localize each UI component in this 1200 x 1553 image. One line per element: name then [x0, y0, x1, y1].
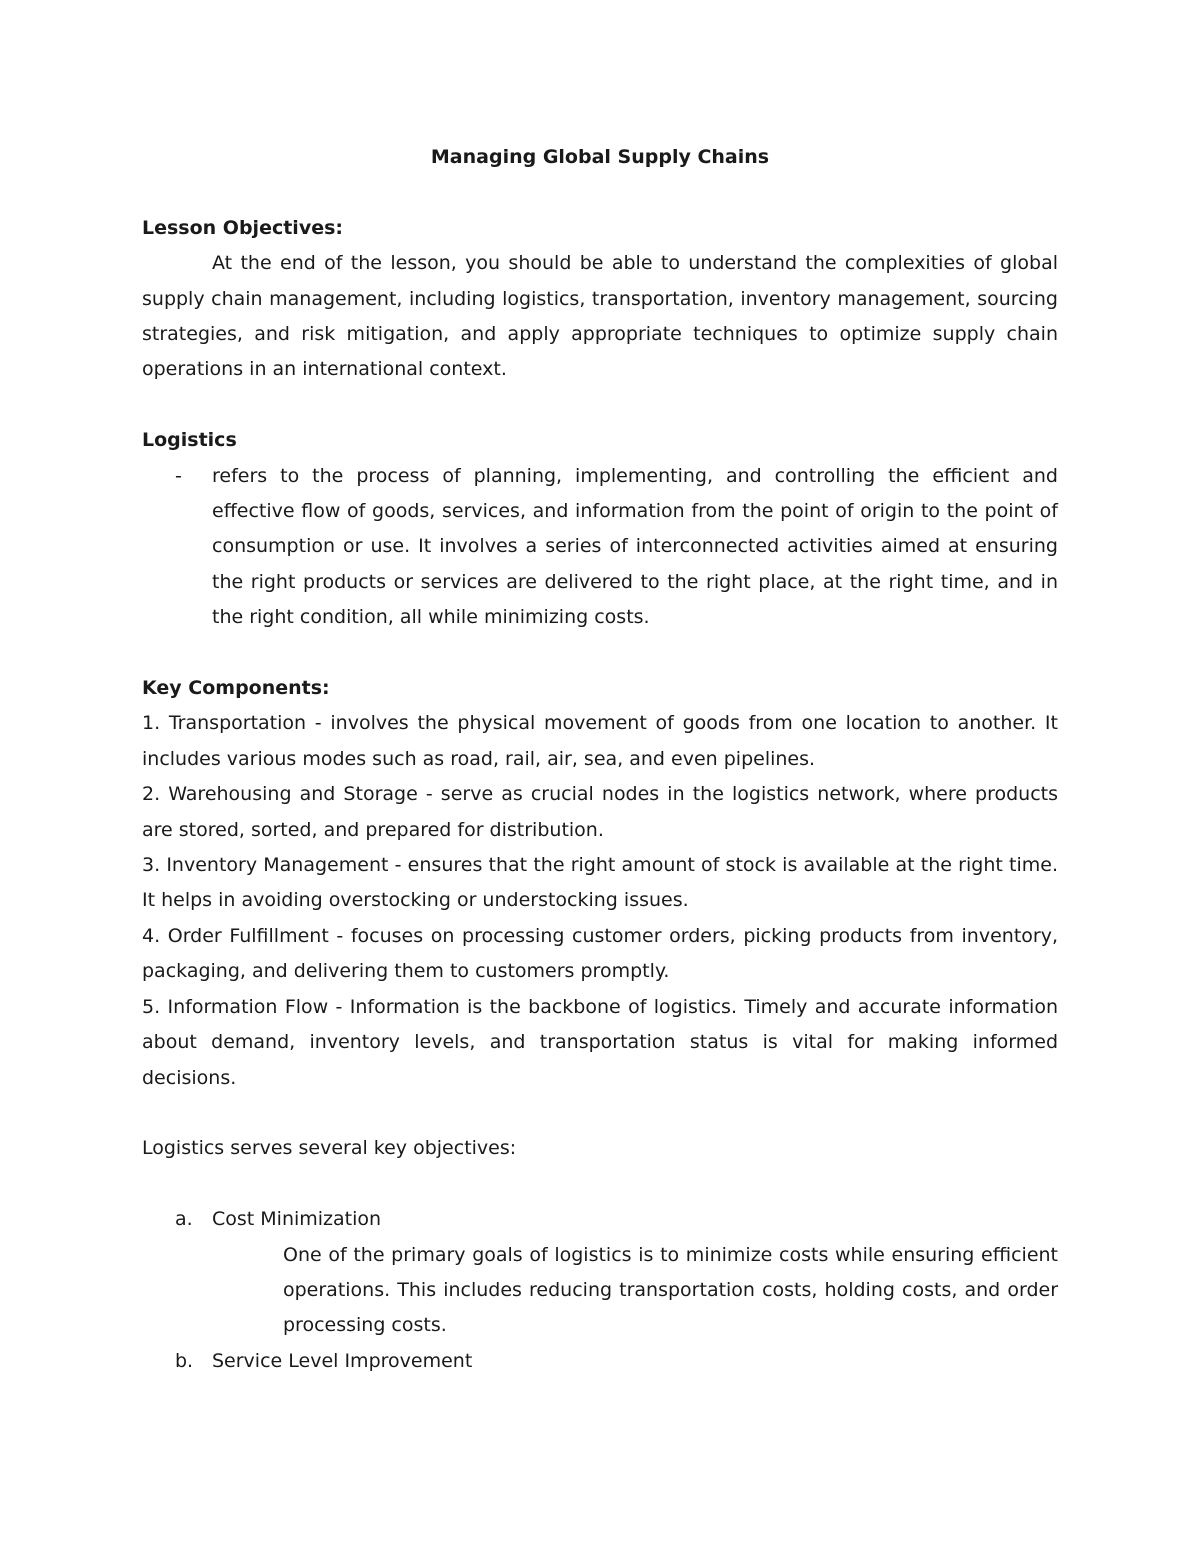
objectives-intro: Logistics serves several key objectives: [142, 1137, 517, 1160]
component-item: 1. Transportation - involves the physical movement of goods from one location to another. It includes various modes such as road, rail, air, sea, and even pipelines. [142, 712, 1058, 770]
spacer [142, 1167, 1058, 1202]
component-item: 4. Order Fulfillment - focuses on processing customer orders, picking products from inventory, packaging, and delivering them to customers promptly. [142, 924, 1058, 983]
spacer [142, 636, 1058, 671]
component-item: 3. Inventory Management - ensures that the right amount of stock is available at the right time. It helps in avoiding overstocking or understocking issues. [142, 854, 1058, 912]
document-title: Managing Global Supply Chains [430, 146, 770, 168]
logistics-definition-item [142, 459, 1058, 636]
component-item: 2. Warehousing and Storage - serve as crucial nodes in the logistics network, where products are stored, sorted, and prepared for distribution. [142, 783, 1058, 841]
logistics-definition: refers to the process of planning, implementing, and controlling the efficient and effective flow of goods, services, and information from the point of origin to the point of consumption or use. It involves a series of interconnected activities aimed at ensuring the right products or services are delivered to the right place, at the right time, and in the right condition, all while minimizing costs. [212, 464, 1058, 629]
document-page [142, 140, 1058, 1379]
components-heading: Key Components: [142, 677, 330, 700]
list-marker: a. [175, 1208, 193, 1231]
objectives-paragraph: At the end of the lesson, you should be able to understand the complexities of global supply chain management, including logistics, transportation, inventory management, sourcing strategies, and risk mitigation, and apply appropriate techniques to optimize supply chain operations in an international context. [142, 252, 1058, 381]
spacer [142, 175, 1058, 210]
component-item: 5. Information Flow - Information is the backbone of logistics. Timely and accurate information about demand, inventory levels, and transportation status is vital for making informed decisions. [142, 995, 1058, 1089]
objective-label: Service Level Improvement [212, 1349, 473, 1372]
objective-label: Cost Minimization [212, 1208, 382, 1231]
objective-description: One of the primary goals of logistics is to minimize costs while ensuring efficient operations. This includes reducing transportation costs, holding costs, and order processing costs. [283, 1243, 1058, 1337]
spacer [142, 388, 1058, 423]
list-marker: b. [175, 1349, 194, 1372]
objective-item-b [142, 1344, 1058, 1379]
objectives-heading: Lesson Objectives: [142, 216, 343, 239]
spacer [142, 1096, 1058, 1131]
logistics-heading: Logistics [142, 429, 237, 452]
objective-item-a [142, 1202, 1058, 1237]
dash-bullet: - [175, 464, 182, 487]
